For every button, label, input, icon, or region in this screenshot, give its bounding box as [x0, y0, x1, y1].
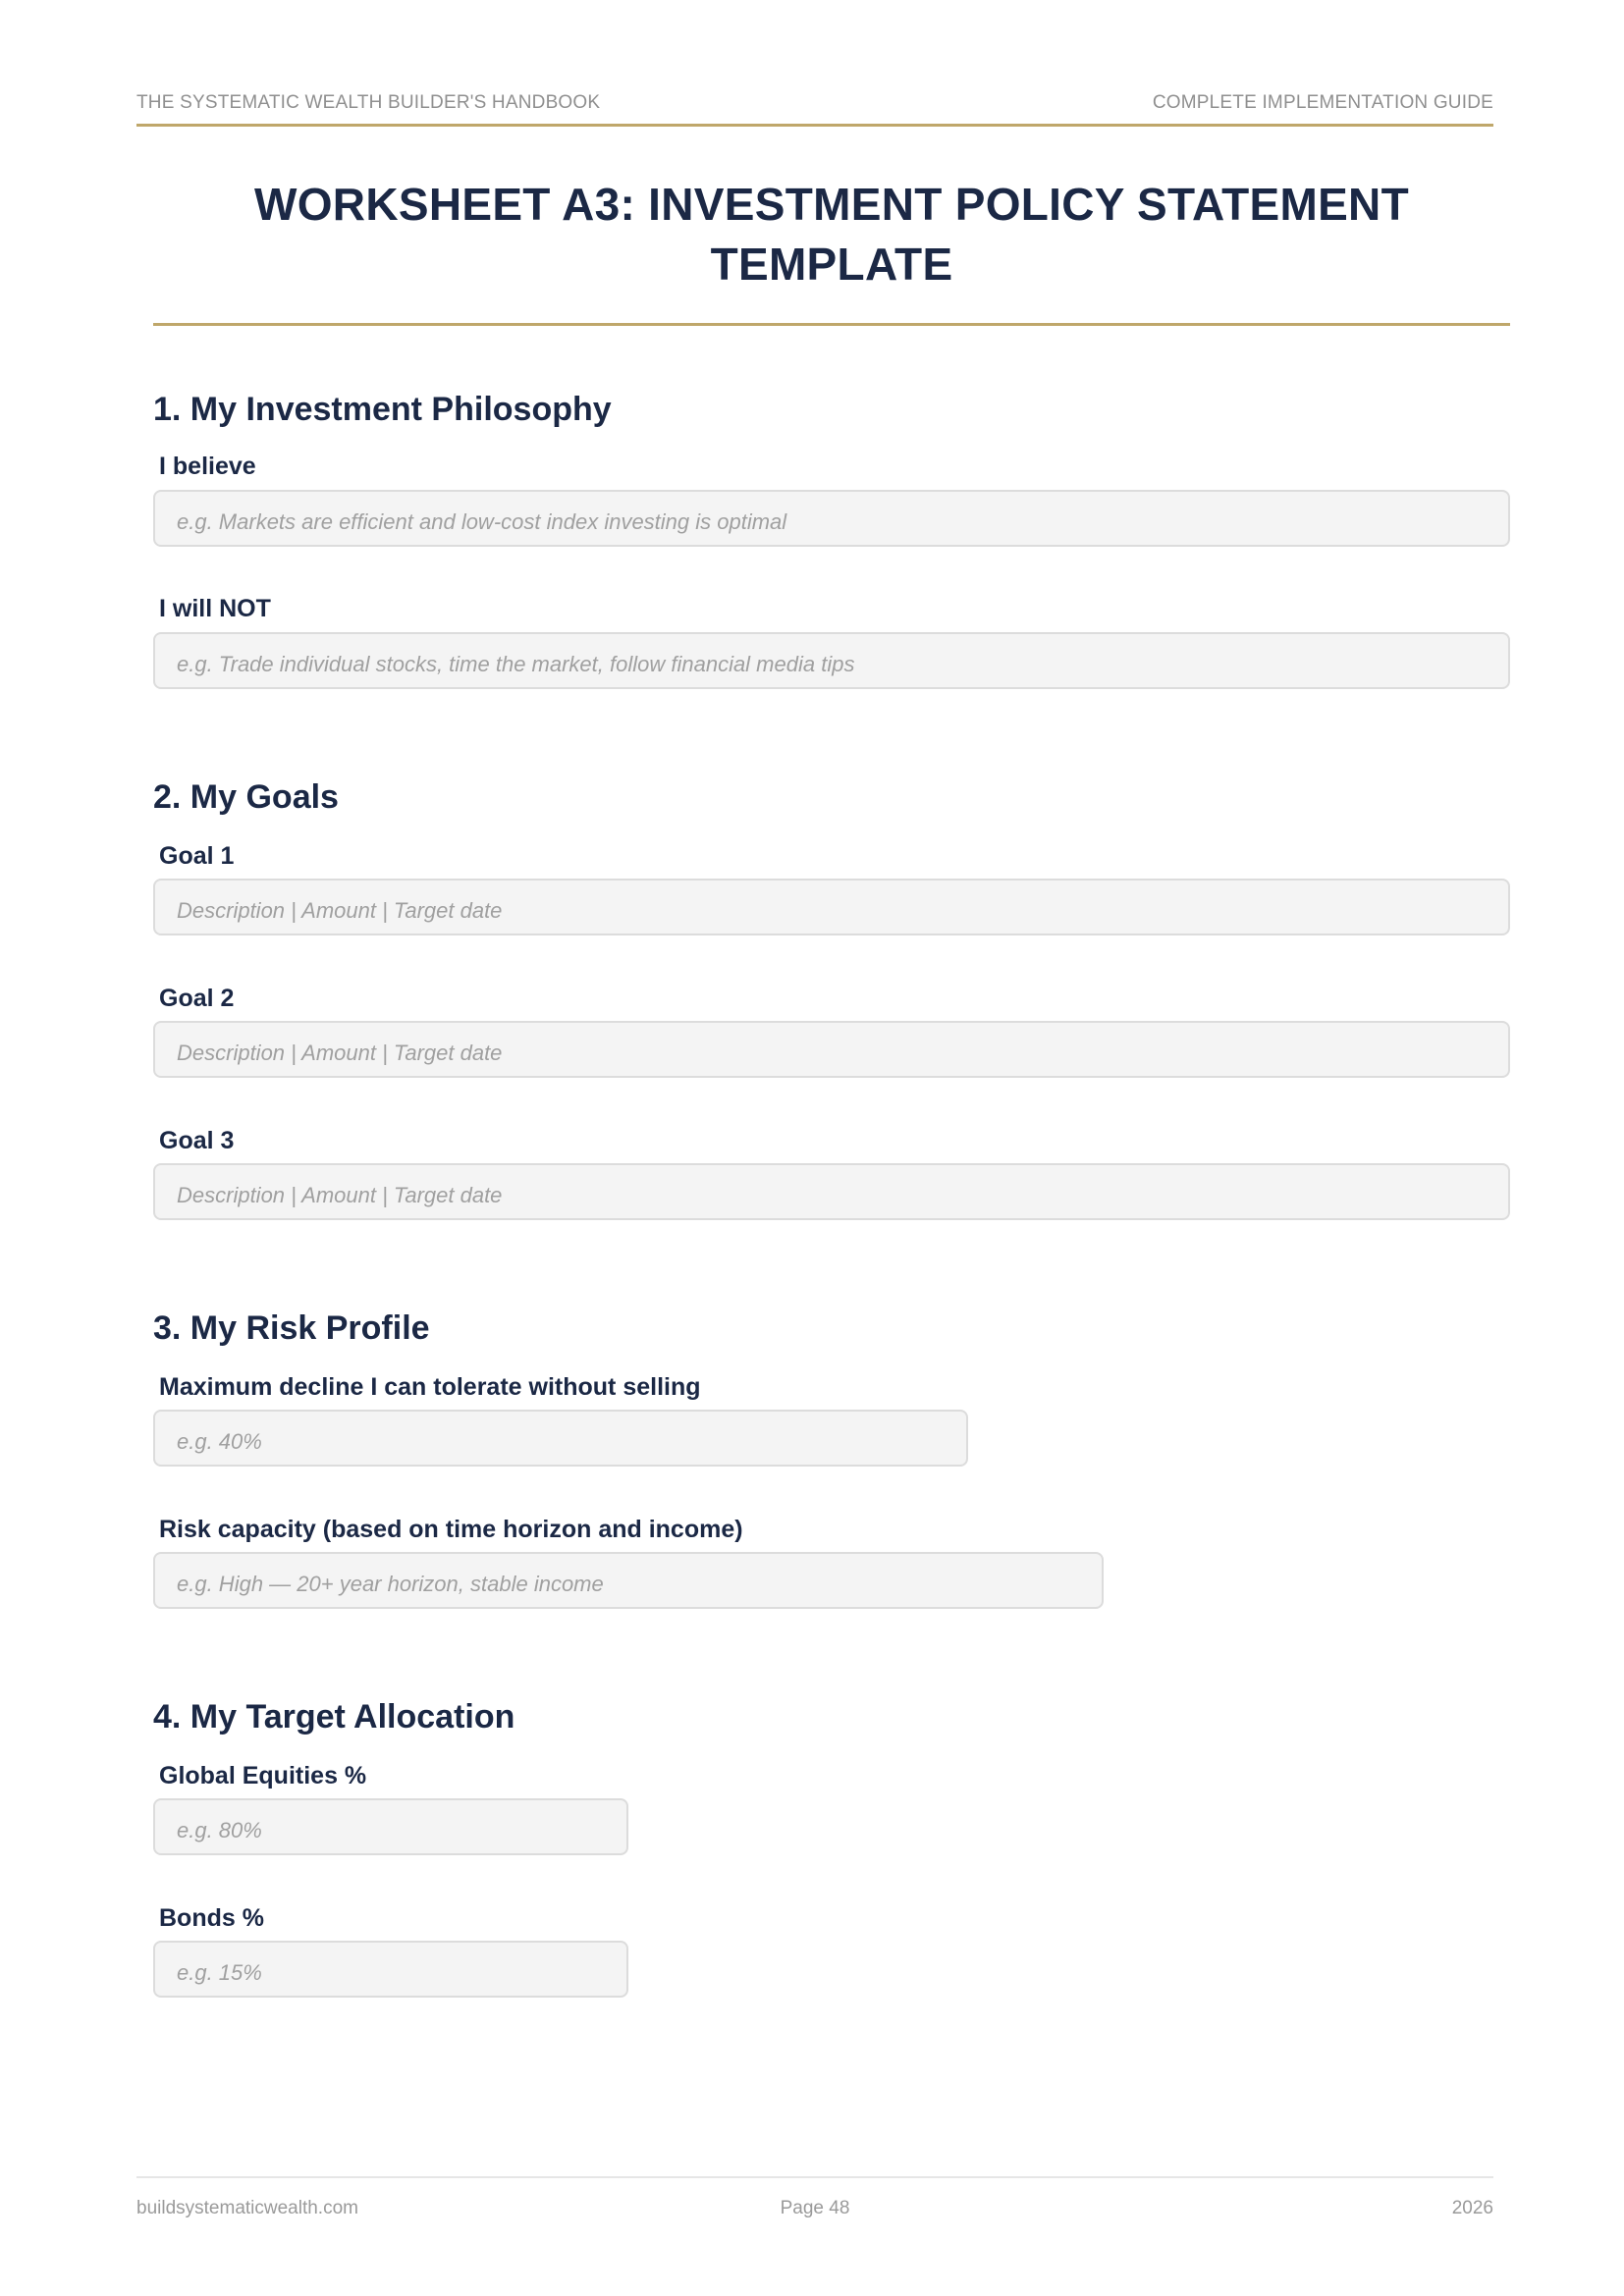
input-i-will-not[interactable] [153, 632, 1510, 689]
label-goal-3: Goal 3 [159, 1127, 235, 1154]
label-goal-2: Goal 2 [159, 985, 235, 1012]
input-risk-capacity[interactable] [153, 1552, 1104, 1609]
section-heading-risk-profile: 3. My Risk Profile [153, 1309, 430, 1347]
label-risk-capacity: Risk capacity (based on time horizon and income) [159, 1516, 743, 1543]
label-i-will-not: I will NOT [159, 595, 271, 622]
input-goal-3[interactable] [153, 1163, 1510, 1220]
input-goal-2[interactable] [153, 1021, 1510, 1078]
input-i-believe[interactable] [153, 490, 1510, 547]
running-header [136, 90, 1493, 127]
label-max-decline: Maximum decline I can tolerate without selling [159, 1373, 701, 1401]
placeholder-max-decline: e.g. 40% [177, 1429, 262, 1454]
book-title: THE SYSTEMATIC WEALTH BUILDER'S HANDBOOK [136, 92, 601, 113]
page-title [153, 175, 1510, 294]
footer-page-number: Page 48 [780, 2198, 850, 2218]
placeholder-bonds: e.g. 15% [177, 1960, 262, 1985]
label-bonds: Bonds % [159, 1904, 264, 1932]
guide-title: COMPLETE IMPLEMENTATION GUIDE [1152, 92, 1493, 113]
page-title-line-2: TEMPLATE [710, 239, 953, 290]
placeholder-risk-capacity: e.g. High — 20+ year horizon, stable income [177, 1572, 604, 1596]
footer-year: 2026 [1451, 2198, 1493, 2218]
footer-website: buildsystematicwealth.com [136, 2198, 358, 2218]
placeholder-goal-1: Description | Amount | Target date [177, 898, 503, 923]
running-footer [136, 2176, 1493, 2227]
input-bonds[interactable] [153, 1941, 628, 1998]
section-heading-target-allocation: 4. My Target Allocation [153, 1698, 515, 1735]
label-i-believe: I believe [159, 453, 256, 480]
placeholder-i-will-not: e.g. Trade individual stocks, time the market, follow financial media tips [177, 652, 855, 676]
title-divider [153, 323, 1510, 326]
placeholder-global-equities: e.g. 80% [177, 1818, 262, 1842]
label-goal-1: Goal 1 [159, 842, 235, 870]
section-heading-philosophy: 1. My Investment Philosophy [153, 391, 612, 428]
input-global-equities[interactable] [153, 1798, 628, 1855]
page-title-line-1: WORKSHEET A3: INVESTMENT POLICY STATEMENT [254, 179, 1409, 230]
placeholder-goal-2: Description | Amount | Target date [177, 1041, 503, 1065]
label-global-equities: Global Equities % [159, 1762, 367, 1789]
input-goal-1[interactable] [153, 879, 1510, 935]
placeholder-goal-3: Description | Amount | Target date [177, 1183, 503, 1207]
section-heading-goals: 2. My Goals [153, 778, 339, 816]
input-max-decline[interactable] [153, 1410, 968, 1467]
placeholder-i-believe: e.g. Markets are efficient and low-cost index investing is optimal [177, 509, 787, 534]
